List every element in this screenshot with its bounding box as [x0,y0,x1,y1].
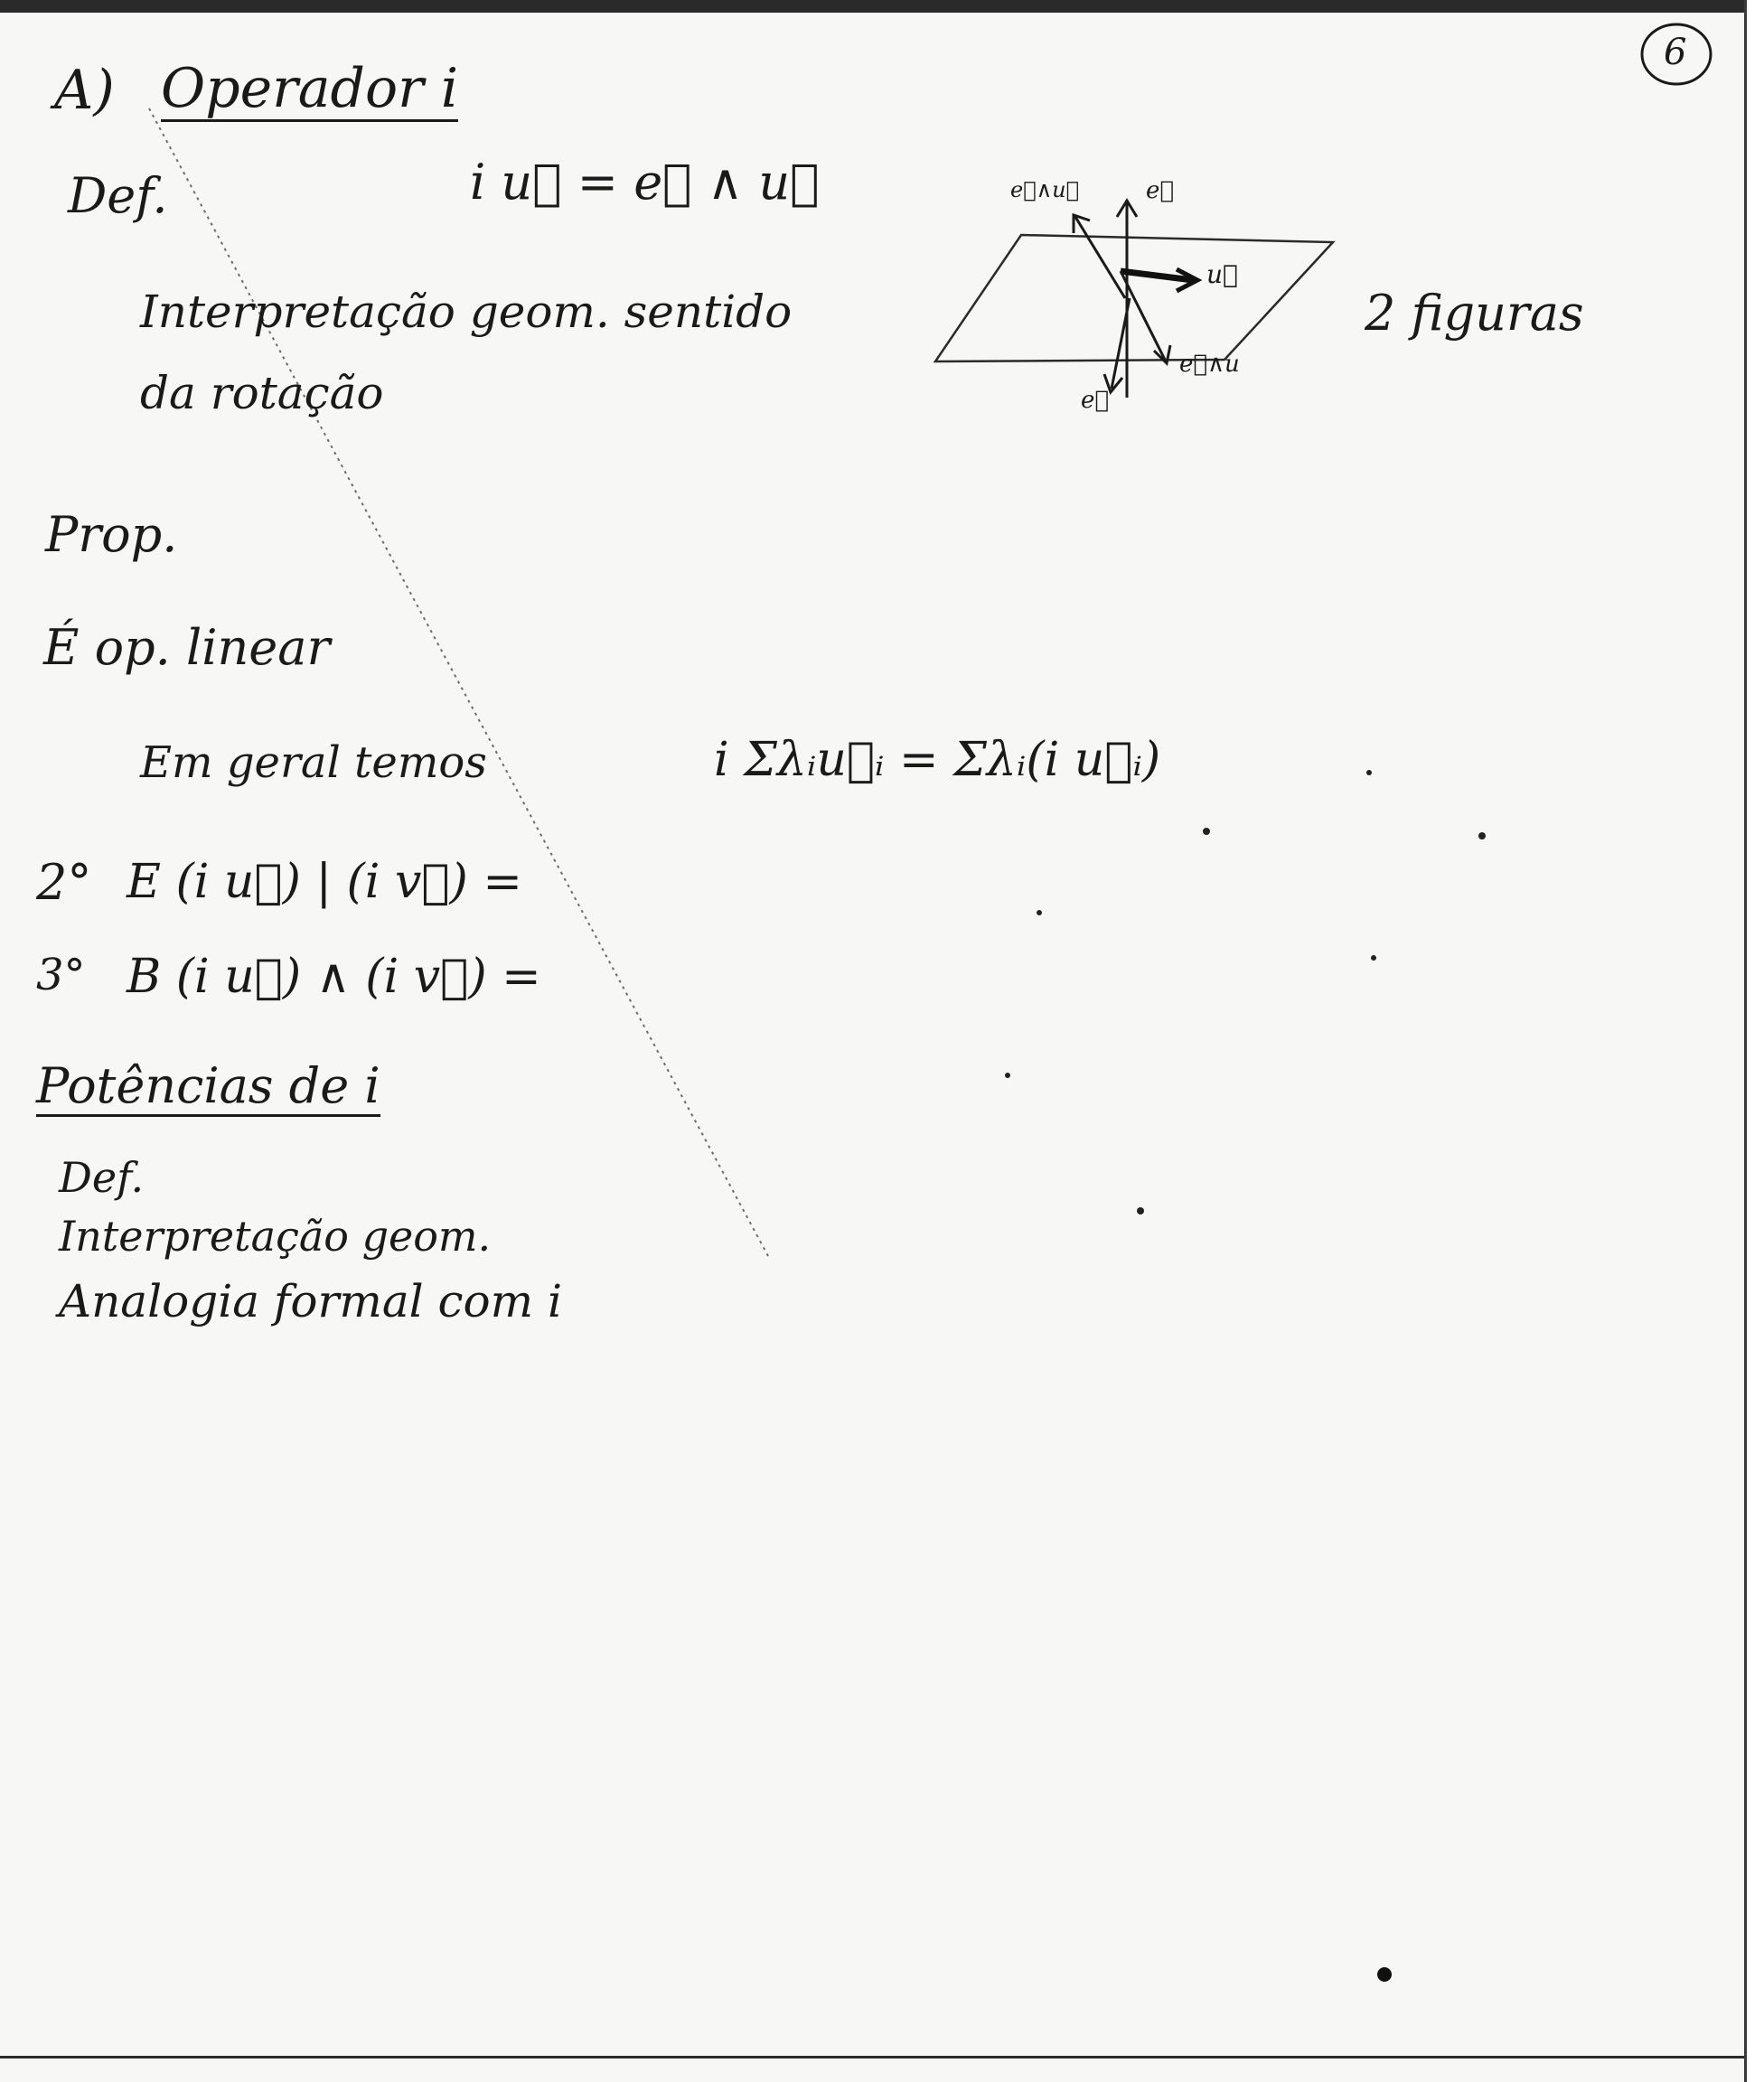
figure-label-e-wedge-u: e⃗∧u⃗ [1010,177,1080,202]
prop-row-text-2: E (i u⃗) | (i v⃗) = [127,855,522,909]
interpretation-line-2: da rotação [140,367,384,419]
section-title: Operador i [161,57,459,120]
section-label: A) [54,59,115,122]
powers-title: Potências de i [36,1062,380,1117]
figure-label-u: u⃗ [1206,259,1238,289]
figure-label-e-down: e⃗ [1081,387,1109,414]
prop-row-text-3: B (i u⃗) ∧ (i v⃗) = [127,950,541,1004]
powers-interpretation: Interpretação geom. [59,1212,492,1261]
definition-formula: i u⃗ = e⃗ ∧ u⃗ [470,154,820,211]
figure-note: 2 figuras [1365,285,1584,342]
powers-analogy: Analogia formal com i [59,1275,562,1327]
prop-row-mark-2: 2° [36,854,92,911]
prop-linear: É op. linear [43,619,331,676]
page-number: 6 [1664,32,1687,73]
figure-label-e-wedge-u-lower: e⃗∧u [1179,351,1240,378]
def-label: Def. [68,167,168,224]
vector-e-wedge-u [1075,217,1125,298]
powers-def: Def. [59,1153,145,1202]
interpretation-line-1: Interpretação geom. sentido [140,286,793,338]
general-formula: i Σλᵢu⃗ᵢ = Σλᵢ(i u⃗ᵢ) [714,733,1161,787]
prop-row-mark-3: 3° [36,950,86,1000]
general-text: Em geral temos [140,737,487,788]
figure-label-e-up: e⃗ [1146,177,1174,204]
prop-label: Prop. [45,506,178,563]
